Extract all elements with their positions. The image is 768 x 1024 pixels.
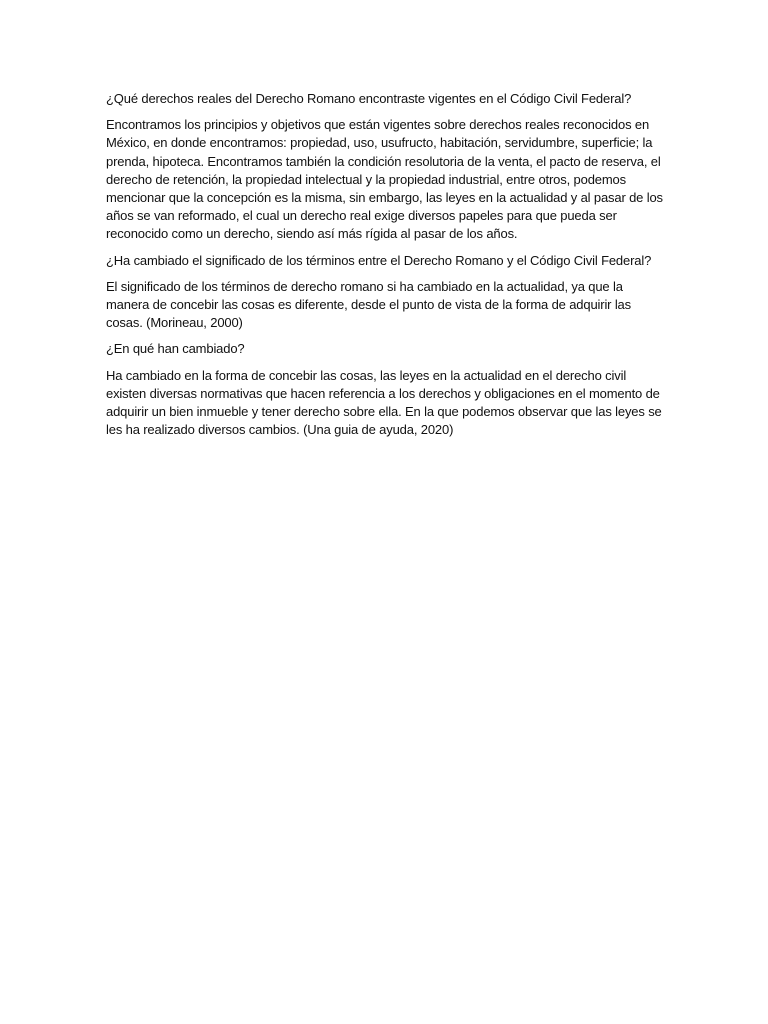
answer-2: El significado de los términos de derecho romano si ha cambiado en la actualidad, ya que la manera de concebir las cosas es diferente, desde el punto de vista de la forma de adquirir las cosas. (Morineau, 2000) — [106, 278, 631, 331]
answer-1: Encontramos los principios y objetivos que están vigentes sobre derechos reales reconocidos en México, en donde encontramos: propiedad, uso, usufructo, habitación, servidumbre, superficie; la prenda, hipoteca. Encontramos también la condición resolutoria de la venta, el pacto de reserva, el derecho de retención, la propiedad intelectual y la propiedad industrial, entre otros, podemos mencionar que la concepción es la misma, sin embargo, las leyes en la actualidad y al pasar de los años se van reformado, el cual un derecho real exige diversos papeles para que pueda ser reconocido como un derecho, siendo así más rígida al pasar de los años. — [106, 117, 663, 242]
question-3: ¿En qué han cambiado? — [106, 341, 245, 357]
question-2: ¿Ha cambiado el significado de los términos entre el Derecho Romano y el Código Civil Federal? — [106, 252, 652, 268]
answer-3: Ha cambiado en la forma de concebir las cosas, las leyes en la actualidad en el derecho civil existen diversas normativas que hacen referencia a los derechos y obligaciones en el momento de adquirir un bien inmueble y tener derecho sobre ella. En la que podemos observar que las leyes se les ha realizado diversos cambios. (Una guia de ayuda, 2020) — [106, 367, 662, 438]
document-body — [106, 90, 666, 447]
question-1: ¿Qué derechos reales del Derecho Romano encontraste vigentes en el Código Civil Federal? — [106, 91, 632, 106]
